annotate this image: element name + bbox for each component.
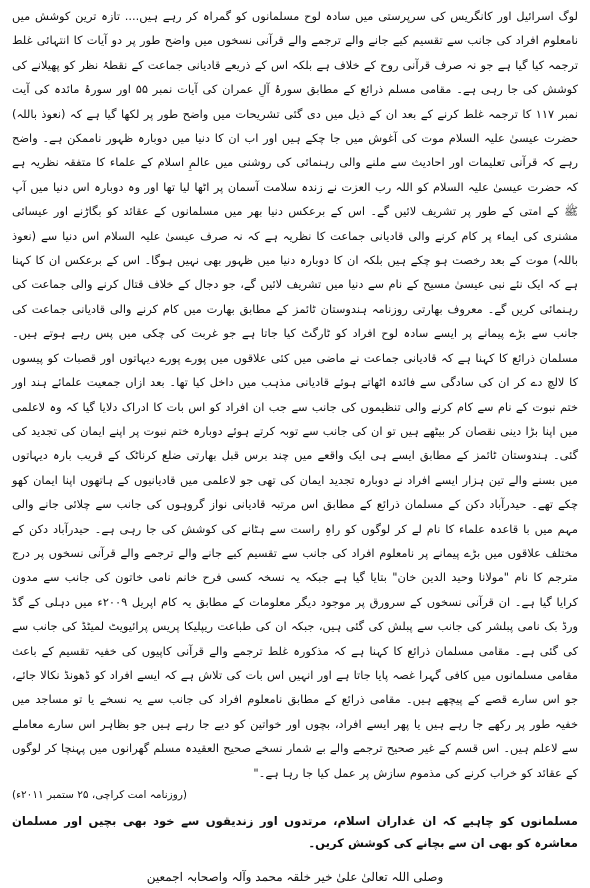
article-body: لوگ اسرائیل اور کانگریس کی سرپرستی میں سادہ لوح مسلمانوں کو گمراہ کر رہے ہیں.... تازہ ترین کوشش میں نامعلوم افراد کی جانب سے تقسیم کیے جانے والے ترجمے والے قرآنی نسخوں میں واضح طور پر دو آیات کا انتہائی غلط ترجمہ کیا گیا ہے جو نہ صرف قرآنی روح کے خلاف ہے بلکہ اس کے ذریعے قادیانی جماعت کے نقطۂ نظر کو پھیلانے کی کوشش کی جا رہی ہے۔ مقامی مسلم ذرائع کے مطابق سورۂ آلِ عمران کی آیات نمبر ۵۵ اور سورۂ مائدہ کی آیت نمبر ۱۱۷ کا ترجمہ غلط کرنے کے بعد ان کے ذیل میں دی گئی تشریحات میں واضح طور پر لکھا گیا ہے کہ (نعوذ باللہ) حضرت عیسیٰ علیہ السلام موت کی آغوش میں جا چکے ہیں اور اب ان کا دنیا میں دوبارہ ظہور ناممکن ہے۔ واضح رہے کہ قرآنی تعلیمات اور احادیث سے ملنے والی رہنمائی کی روشنی میں عالمِ اسلام کے علماء کا متفقہ نظریہ ہے کہ حضرت عیسیٰ علیہ السلام کو اللہ رب العزت نے زندہ سلامت آسمان پر اٹھا لیا تھا اور وہ دوبارہ اس دنیا میں آپ ﷺ کے امتی کے طور پر تشریف لائیں گے۔ اس کے برعکس دنیا بھر میں مسلمانوں کے عقائد کو بگاڑنے اور عیسائی مشنری کی ایماء پر کام کرنے والی قادیانی جماعت کا نظریہ ہے کہ نہ صرف عیسیٰ علیہ السلام اس دنیا سے (نعوذ باللہ) موت کے بعد رخصت ہو چکے ہیں بلکہ ان کا دوبارہ دنیا میں ظہور بھی نہیں ہوگا۔ اس کے برعکس ان کا کہنا ہے کہ ایک نئے نبی عیسیٰ مسیح کے نام سے دنیا میں تشریف لائیں گے، جو دجال کے خلاف قتال کرنے والی جماعت کی رہنمائی کریں گے۔ معروف بھارتی روزنامہ ہندوستان ٹائمز کے مطابق بھارت میں کام کرنے والی قادیانی جماعت کی جانب سے بڑے پیمانے پر ایسے سادہ لوح افراد کو ٹارگٹ کیا جاتا ہے جو غربت کی چکی میں پس رہے ہوتے ہیں۔ مسلمان ذرائع کا کہنا ہے کہ قادیانی جماعت نے ماضی میں کئی علاقوں میں پورے پورے دیہاتوں اور قصبات کو پیسوں کا لالچ دے کر ان کی سادگی سے فائدہ اٹھاتے ہوئے قادیانی مذہب میں داخل کیا تھا۔ بعد ازاں جمعیت علمائے ہند اور ختم نبوت کے نام سے کام کرنے والی تنظیموں کی جانب سے جب ان افراد کو اس بات کا ادراک دلایا گیا کہ وہ لاعلمی میں اپنا بڑا دینی نقصان کر بیٹھے ہیں تو ان کی جانب سے توبہ کرتے ہوئے دوبارہ ختم نبوت پر اپنے ایمان کی تجدید کی گئی۔ ہندوستان ٹائمز کے مطابق ایسے ہی ایک واقعے میں چند برس قبل بھارتی ضلع کرناٹک کے قریب بارہ دیہاتوں میں بسنے والے تین ہزار ایسے افراد نے دوبارہ تجدید ایمان کی تھی جو لاعلمی میں قادیانیوں کے ہاتھوں اپنا ایمان کھو چکے تھے۔ حیدرآباد دکن کے مسلمان ذرائع کے مطابق اس مرتبہ قادیانی نواز گروہوں کی جانب سے چلائی جانے والی مہم میں با قاعدہ علماء کا نام لے کر لوگوں کو راہِ راست سے ہٹانے کی کوشش کی جا رہی ہے۔ حیدرآباد دکن کے مختلف علاقوں میں بڑے پیمانے پر نامعلوم افراد کی جانب سے تقسیم کیے جانے والے ترجمے والے قرآنی نسخوں پر درج مترجم کا نام "مولانا وحید الدین خان" بتایا گیا ہے جبکہ یہ نسخہ کسی فرح خانم نامی خاتون کی جانب سے مدون کرایا گیا ہے۔ ان قرآنی نسخوں کے سرورق پر موجود دیگر معلومات کے مطابق یہ کام اپریل ۲۰۰۹ء میں دہلی کے گڈ ورڈ بک نامی پبلشر کی جانب سے پبلش کی گئی ہیں، جبکہ ان کی طباعت ریپلیکا پریس پرائیویٹ لمیٹڈ کی جانب سے کی گئی ہے۔ مقامی مسلمان ذرائع کا کہنا ہے کہ مذکورہ غلط ترجمے والے قرآنی کاپیوں کی خفیہ تقسیم کے باعث مقامی مسلمانوں میں کافی گہرا غصہ پایا جاتا ہے اور انہیں اس بات کی تلاش ہے کہ ایسے افراد کو ڈھونڈ نکالا جائے، جو اس سارے قصے کے پیچھے ہیں۔ مقامی ذرائع کے مطابق نامعلوم افراد کی جانب سے یہ نسخے یا تو مساجد میں خفیہ طور پر رکھے جا رہے ہیں یا پھر ایسے افراد، بچوں اور خواتین کو دیے جا رہے ہیں جو بظاہر اس سارے معاملے سے لاعلم ہیں۔ اس قسم کے غیر صحیح ترجمے والے بے شمار نسخے صحیح العقیدہ مسلم گھرانوں میں پہنچا کر لوگوں کے عقائد کو خراب کرنے کی مذموم سازش پر عمل کیا جا رہا ہے۔"	[12, 9, 578, 780]
source-citation: (روزنامہ امت کراچی، ۲۵ ستمبر ۲۰۱۱ء)	[12, 789, 187, 801]
source-row	[12, 786, 578, 806]
closing-durood: وصلی اللہ تعالیٰ علیٰ خیر خلقہ محمد وآلہ واصحابہ اجمعین	[146, 870, 444, 884]
article-page	[12, 4, 578, 884]
closing-appeal: مسلمانوں کو چاہیے کہ ان غداران اسلام، مرتدوں اور زندیقوں سے خود بھی بچیں اور مسلمان معاشرہ کو بھی ان سے بچانے کی کوشش کریں۔	[12, 814, 578, 850]
